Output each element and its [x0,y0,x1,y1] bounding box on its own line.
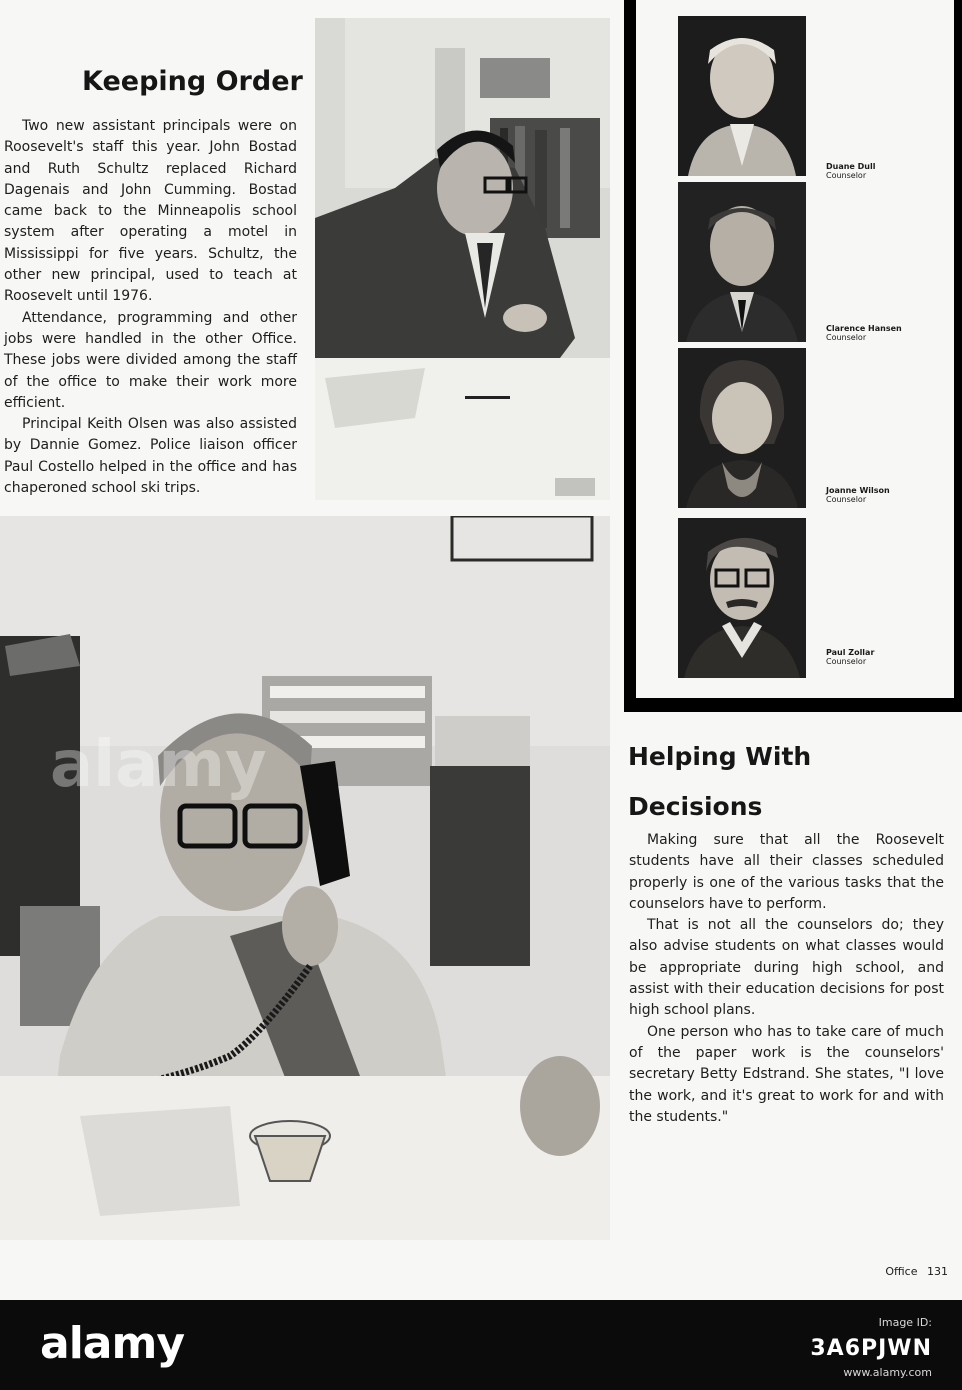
caption-joanne-wilson [826,486,890,504]
caption-paul-zollar [826,648,874,666]
decisions-paragraph: That is not all the counselors do; they also advise students on what classes would be appropriate during high school, and assist with their education decisions for post high school plans. [629,917,944,1019]
counselor-frame [624,0,962,712]
counselor-panel [634,0,954,700]
caption-duane-dull [826,162,875,180]
counselor-name: Duane Dull [826,162,876,171]
portrait-paul-zollar [678,518,806,678]
portrait-clarence-hansen [678,182,806,342]
counselor-role: Counselor [826,171,867,180]
page-footer [879,1265,948,1278]
keeping-order-paragraph: Attendance, programming and other jobs were handled in the other Office. These jobs were divided among the staff of the office to make their work more efficient. [4,309,297,411]
caption-clarence-hansen [826,324,902,342]
portrait-duane-dull [678,16,806,176]
footer-section: Office [885,1265,918,1278]
site-url: www.alamy.com [843,1366,932,1379]
keeping-order-title: Keeping Order [82,66,303,97]
keeping-order-text [4,116,297,499]
telephone-office-photo [0,516,610,1240]
counselor-role: Counselor [826,657,867,666]
alamy-logo: alamy [40,1318,184,1369]
title-line-1: Helping With [628,742,812,771]
keeping-order-paragraph: Principal Keith Olsen was also assisted by Dannie Gomez. Police liaison officer Paul Costello helped in the office and has chaperoned school ski trips. [4,416,297,497]
helping-with-decisions-title [628,732,811,832]
counselor-name: Paul Zollar [826,648,875,657]
photo-watermark: alamy [50,728,267,802]
portrait-joanne-wilson [678,348,806,508]
decisions-paragraph: Making sure that all the Roosevelt students have all their classes scheduled properly is one of the various tasks that the counselors have to perform. [629,832,944,912]
counselor-name: Joanne Wilson [826,486,890,495]
image-id: 3A6PJWN [810,1336,932,1361]
counselor-role: Counselor [826,333,867,342]
keeping-order-paragraph: Two new assistant principals were on Roosevelt's staff this year. John Bostad and Ruth Schultz replaced Richard Dagenais and John Cumming. Bostad came back to the Minneapolis school system after operating a motel in Mississippi for five years. Schultz, the other new principal, used to teach at Roosevelt until 1976. [4,118,297,305]
desk-writing-photo [315,18,610,500]
helping-with-decisions-text [629,830,944,1128]
page-number: 131 [927,1265,948,1278]
image-id-label: Image ID: [878,1316,932,1329]
counselor-name: Clarence Hansen [826,324,902,333]
title-line-2: Decisions [628,792,763,821]
decisions-paragraph: One person who has to take care of much of the paper work is the counselors' secretary Betty Edstrand. She states, "I love the work, and it's great to work for and with the students." [629,1023,944,1125]
counselor-role: Counselor [826,495,867,504]
